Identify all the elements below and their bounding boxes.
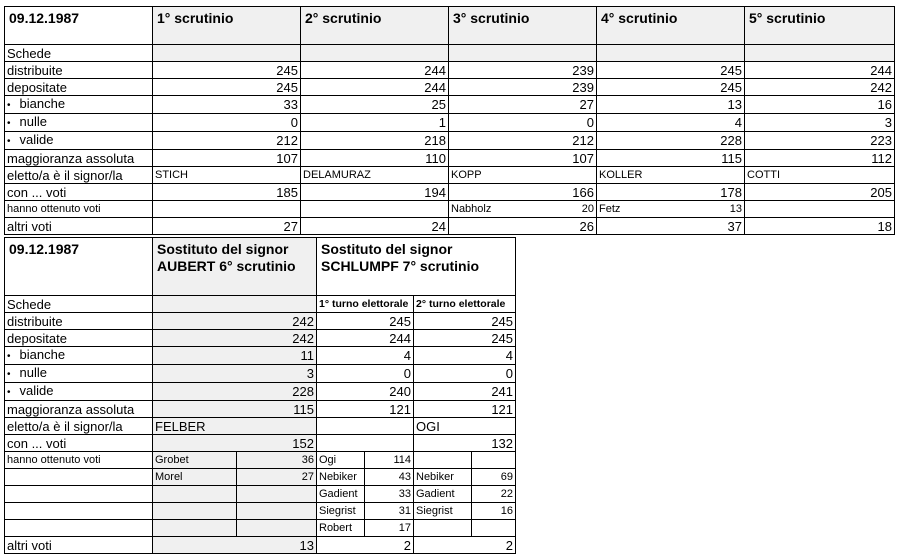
label-valide [5, 132, 153, 150]
candidate-votes: 36 [237, 452, 317, 469]
row-maggioranza [5, 150, 895, 167]
candidate-name: Ogi [317, 452, 365, 469]
cell [5, 503, 153, 520]
label-text: nulle [19, 365, 47, 380]
candidate-votes: 27 [237, 469, 317, 486]
candidate-name: Gadient [317, 486, 365, 503]
row-schede [5, 296, 516, 313]
value-cell: 0 [153, 114, 301, 132]
row-hanno [5, 201, 895, 218]
row-bianche [5, 96, 895, 114]
value-cell: 107 [153, 150, 301, 167]
value-cell: 245 [597, 62, 745, 79]
row-bianche [5, 347, 516, 365]
row-depositate [5, 330, 516, 347]
cell [301, 201, 449, 218]
label-con-voti: con ... voti [5, 184, 153, 201]
cell [449, 45, 597, 62]
value-cell: 0 [414, 365, 516, 383]
row-valide [5, 383, 516, 401]
value-cell: 110 [301, 150, 449, 167]
header-ballot-1: 1° scrutinio [153, 7, 301, 45]
row-maggioranza [5, 401, 516, 418]
label-nulle [5, 114, 153, 132]
value-cell: 178 [597, 184, 745, 201]
cell [153, 45, 301, 62]
label-maggioranza: maggioranza assoluta [5, 401, 153, 418]
turn-2-header: 2° turno elettorale [414, 296, 516, 313]
value-cell: 0 [449, 114, 597, 132]
value-cell: 241 [414, 383, 516, 401]
candidate-name: Fetz [599, 202, 621, 215]
elected-name: DELAMURAZ [301, 167, 449, 184]
candidate-name: Morel [153, 469, 237, 486]
cell [301, 45, 449, 62]
elected-name: KOPP [449, 167, 597, 184]
value-cell: 3 [153, 365, 317, 383]
value-cell: 245 [414, 313, 516, 330]
header-ballot-5: 5° scrutinio [745, 7, 895, 45]
candidate-votes: 22 [472, 486, 516, 503]
elected-name [317, 418, 414, 435]
label-con-voti: con ... voti [5, 435, 153, 452]
other-candidate-cell [449, 201, 597, 218]
candidate-name: Siegrist [414, 503, 472, 520]
value-cell: 245 [153, 62, 301, 79]
elected-name: OGI [414, 418, 516, 435]
value-cell: 107 [449, 150, 597, 167]
value-cell: 152 [153, 435, 317, 452]
value-cell: 244 [301, 79, 449, 96]
candidate-name [414, 452, 472, 469]
value-cell: 240 [317, 383, 414, 401]
elected-name: KOLLER [597, 167, 745, 184]
label-eletto: eletto/a è il signor/la [5, 418, 153, 435]
value-cell: 4 [317, 347, 414, 365]
value-cell: 245 [597, 79, 745, 96]
candidate-name: Robert [317, 520, 365, 537]
row-hanno-cont [5, 486, 516, 503]
row-hanno-cont [5, 520, 516, 537]
row-con-voti [5, 184, 895, 201]
row-altri [5, 537, 516, 554]
value-cell: 242 [745, 79, 895, 96]
candidate-votes [237, 520, 317, 537]
results-table-1 [4, 6, 895, 235]
candidate-name [153, 486, 237, 503]
row-nulle [5, 114, 895, 132]
turn-1-header: 1° turno elettorale [317, 296, 414, 313]
row-nulle [5, 365, 516, 383]
cell [5, 520, 153, 537]
label-valide [5, 383, 153, 401]
candidate-votes: 16 [472, 503, 516, 520]
value-cell: 16 [745, 96, 895, 114]
header-ballot-4: 4° scrutinio [597, 7, 745, 45]
elected-name: STICH [153, 167, 301, 184]
elected-name: COTTI [745, 167, 895, 184]
cell [745, 201, 895, 218]
cell [5, 486, 153, 503]
value-cell: 121 [414, 401, 516, 418]
label-bianche [5, 96, 153, 114]
label-schede: Schede [5, 296, 153, 313]
candidate-votes [472, 452, 516, 469]
candidate-name: Nebiker [414, 469, 472, 486]
row-distribuite [5, 313, 516, 330]
value-cell: 112 [745, 150, 895, 167]
candidate-votes: 17 [365, 520, 414, 537]
value-cell: 212 [153, 132, 301, 150]
elected-name: FELBER [153, 418, 317, 435]
row-altri [5, 218, 895, 235]
value-cell: 27 [153, 218, 301, 235]
value-cell: 239 [449, 79, 597, 96]
date-cell: 09.12.1987 [5, 238, 153, 296]
value-cell [317, 435, 414, 452]
header-row [5, 7, 895, 45]
header-ballot-3: 3° scrutinio [449, 7, 597, 45]
candidate-name: Gadient [414, 486, 472, 503]
header-row [5, 238, 516, 296]
value-cell: 244 [317, 330, 414, 347]
label-depositate: depositate [5, 79, 153, 96]
label-text: bianche [19, 347, 66, 362]
row-depositate [5, 79, 895, 96]
row-eletto [5, 167, 895, 184]
candidate-votes [237, 486, 317, 503]
value-cell: 239 [449, 62, 597, 79]
header-ballot-2: 2° scrutinio [301, 7, 449, 45]
value-cell: 185 [153, 184, 301, 201]
label-eletto: eletto/a è il signor/la [5, 167, 153, 184]
candidate-votes: 43 [365, 469, 414, 486]
value-cell: 37 [597, 218, 745, 235]
row-hanno-cont [5, 469, 516, 486]
row-hanno-cont [5, 503, 516, 520]
candidate-name: Grobet [153, 452, 237, 469]
value-cell: 24 [301, 218, 449, 235]
other-candidate-cell [597, 201, 745, 218]
header-aubert: Sostituto del signor AUBERT 6° scrutinio [153, 238, 317, 296]
label-hanno: hanno ottenuto voti [5, 201, 153, 218]
row-schede [5, 45, 895, 62]
candidate-votes: 20 [581, 202, 594, 215]
value-cell: 244 [301, 62, 449, 79]
candidate-votes: 31 [365, 503, 414, 520]
candidate-votes: 114 [365, 452, 414, 469]
value-cell: 0 [317, 365, 414, 383]
value-cell: 3 [745, 114, 895, 132]
row-hanno [5, 452, 516, 469]
label-depositate: depositate [5, 330, 153, 347]
value-cell: 25 [301, 96, 449, 114]
label-altri: altri voti [5, 218, 153, 235]
candidate-name: Nabholz [451, 202, 492, 215]
candidate-name [153, 520, 237, 537]
value-cell: 245 [317, 313, 414, 330]
label-distribuite: distribuite [5, 62, 153, 79]
row-valide [5, 132, 895, 150]
value-cell: 121 [317, 401, 414, 418]
value-cell: 132 [414, 435, 516, 452]
value-cell: 27 [449, 96, 597, 114]
label-text: valide [19, 383, 54, 398]
value-cell: 1 [301, 114, 449, 132]
label-nulle [5, 365, 153, 383]
row-distribuite [5, 62, 895, 79]
value-cell: 212 [449, 132, 597, 150]
cell [597, 45, 745, 62]
header-schlumpf: Sostituto del signor SCHLUMPF 7° scrutinio [317, 238, 516, 296]
value-cell: 223 [745, 132, 895, 150]
value-cell: 228 [597, 132, 745, 150]
value-cell: 244 [745, 62, 895, 79]
candidate-votes: 13 [729, 202, 742, 215]
row-eletto [5, 418, 516, 435]
label-bianche [5, 347, 153, 365]
cell [5, 469, 153, 486]
value-cell: 4 [414, 347, 516, 365]
value-cell: 115 [153, 401, 317, 418]
candidate-votes: 33 [365, 486, 414, 503]
candidate-name: Siegrist [317, 503, 365, 520]
row-con-voti [5, 435, 516, 452]
value-cell: 18 [745, 218, 895, 235]
candidate-name [414, 520, 472, 537]
cell [153, 201, 301, 218]
cell [153, 296, 317, 313]
label-hanno: hanno ottenuto voti [5, 452, 153, 469]
label-text: valide [19, 132, 54, 147]
date-cell: 09.12.1987 [5, 7, 153, 45]
value-cell: 13 [153, 537, 317, 554]
candidate-name: Nebiker [317, 469, 365, 486]
value-cell: 2 [317, 537, 414, 554]
value-cell: 245 [153, 79, 301, 96]
value-cell: 242 [153, 313, 317, 330]
value-cell: 245 [414, 330, 516, 347]
value-cell: 4 [597, 114, 745, 132]
value-cell: 228 [153, 383, 317, 401]
candidate-votes [472, 520, 516, 537]
results-table-2 [4, 237, 516, 554]
label-distribuite: distribuite [5, 313, 153, 330]
value-cell: 26 [449, 218, 597, 235]
candidate-votes [237, 503, 317, 520]
value-cell: 115 [597, 150, 745, 167]
value-cell: 2 [414, 537, 516, 554]
value-cell: 194 [301, 184, 449, 201]
label-schede: Schede [5, 45, 153, 62]
value-cell: 242 [153, 330, 317, 347]
candidate-votes: 69 [472, 469, 516, 486]
label-altri: altri voti [5, 537, 153, 554]
value-cell: 13 [597, 96, 745, 114]
label-maggioranza: maggioranza assoluta [5, 150, 153, 167]
label-text: bianche [19, 96, 66, 111]
value-cell: 205 [745, 184, 895, 201]
value-cell: 218 [301, 132, 449, 150]
value-cell: 33 [153, 96, 301, 114]
candidate-name [153, 503, 237, 520]
value-cell: 11 [153, 347, 317, 365]
label-text: nulle [19, 114, 47, 129]
value-cell: 166 [449, 184, 597, 201]
cell [745, 45, 895, 62]
